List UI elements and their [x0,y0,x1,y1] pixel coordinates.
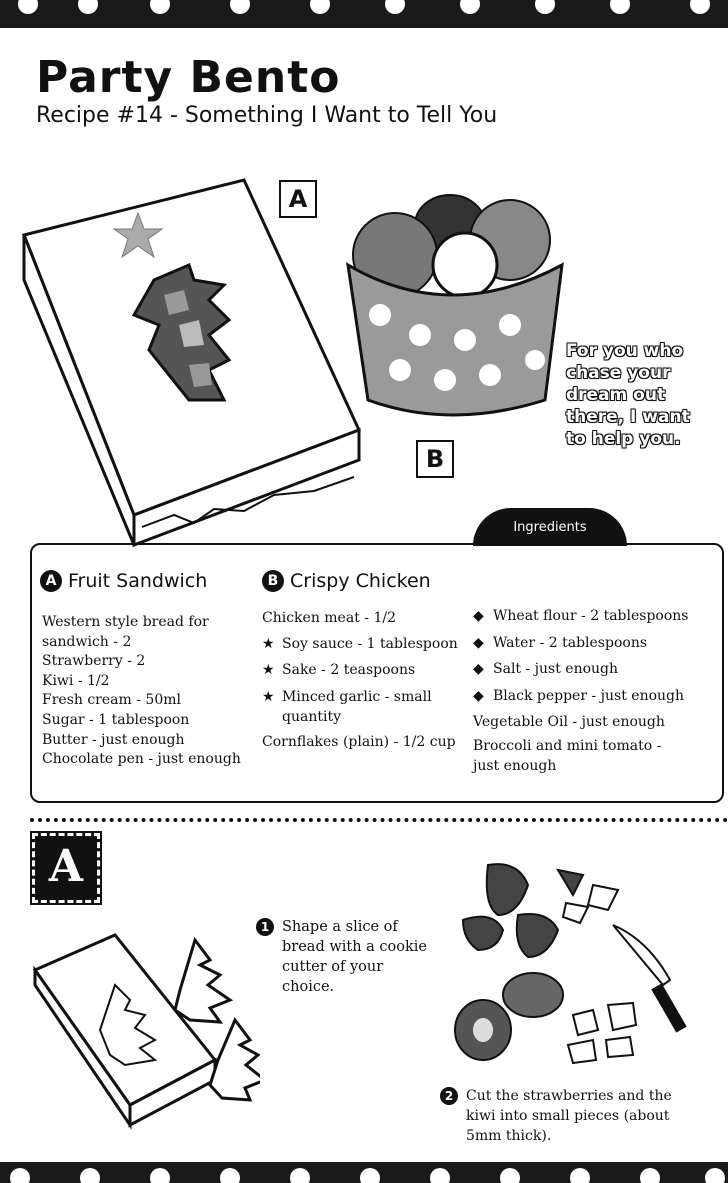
marker-b: B [262,570,284,592]
list-item: just enough [473,757,557,774]
list-item: ★ Soy sauce - 1 tablespoon [262,631,458,657]
list-item: Western style bread for [42,614,209,630]
diamond-icon: ◆ [473,634,484,651]
label-b-box: B [416,440,454,478]
list-item: Vegetable Oil - just enough [473,714,665,730]
step-number: 2 [440,1087,458,1105]
list-item: Cornflakes (plain) - 1/2 cup [262,734,456,750]
list-item: ★ Sake - 2 teaspoons [262,657,458,683]
crispy-chicken-list-1 [262,605,458,755]
list-item: ◆ Black pepper - just enough [473,683,688,710]
quote-text: For you who chase your dream out there, I want to help you. [566,341,690,449]
list-item: ★ Minced garlic - small [262,689,432,705]
list-item: sandwich - 2 [42,633,132,650]
section-b-heading: B Crispy Chicken [262,570,431,592]
page-title: Party Bento [36,52,341,103]
label-a-box: A [279,180,317,218]
fruit-sandwich-list [42,613,241,770]
crispy-chicken-list-2 [473,603,688,776]
step-2: 2 Cut the strawberries and the kiwi into small pieces (about 5mm thick). [440,1086,672,1146]
ingredients-tab: Ingredients [473,508,627,546]
bottom-polka-border [0,1162,728,1183]
list-item: Butter - just enough [42,731,185,748]
list-item: ◆ Wheat flour - 2 tablespoons [473,603,688,630]
list-item: Sugar - 1 tablespoon [42,711,190,728]
step-number: 1 [256,918,274,936]
list-item: Kiwi - 1/2 [42,672,110,689]
list-item: ◆ Salt - just enough [473,656,688,683]
list-item: Chicken meat - 1/2 [262,610,396,626]
diamond-icon: ◆ [473,687,484,704]
bread-cutting-illustration [30,930,260,1130]
list-item: Fresh cream - 50ml [42,692,181,709]
marker-a: A [40,570,62,592]
top-polka-border [0,0,728,28]
list-item: ◆ Water - 2 tablespoons [473,630,688,657]
list-item: Broccoli and mini tomato - [473,737,662,754]
diamond-icon: ◆ [473,608,484,624]
star-icon: ★ [262,689,275,705]
diamond-icon: ◆ [473,661,484,677]
step-1: 1 Shape a slice of bread with a cookie cutter of your choice. [256,917,427,997]
section-a-heading: A Fruit Sandwich [40,570,207,592]
page-subtitle: Recipe #14 - Something I Want to Tell You [36,103,498,128]
list-item: Strawberry - 2 [42,653,146,670]
dotted-divider [30,818,728,822]
fruit-and-knife-illustration [448,845,723,1070]
list-item: Chocolate pen - just enough [42,751,241,768]
chicken-cup-illustration [340,185,570,425]
list-item: quantity [282,709,341,725]
star-icon: ★ [262,662,275,678]
star-icon: ★ [262,636,275,652]
sandwich-illustration [14,175,364,555]
step-stamp-a: A [32,833,100,903]
